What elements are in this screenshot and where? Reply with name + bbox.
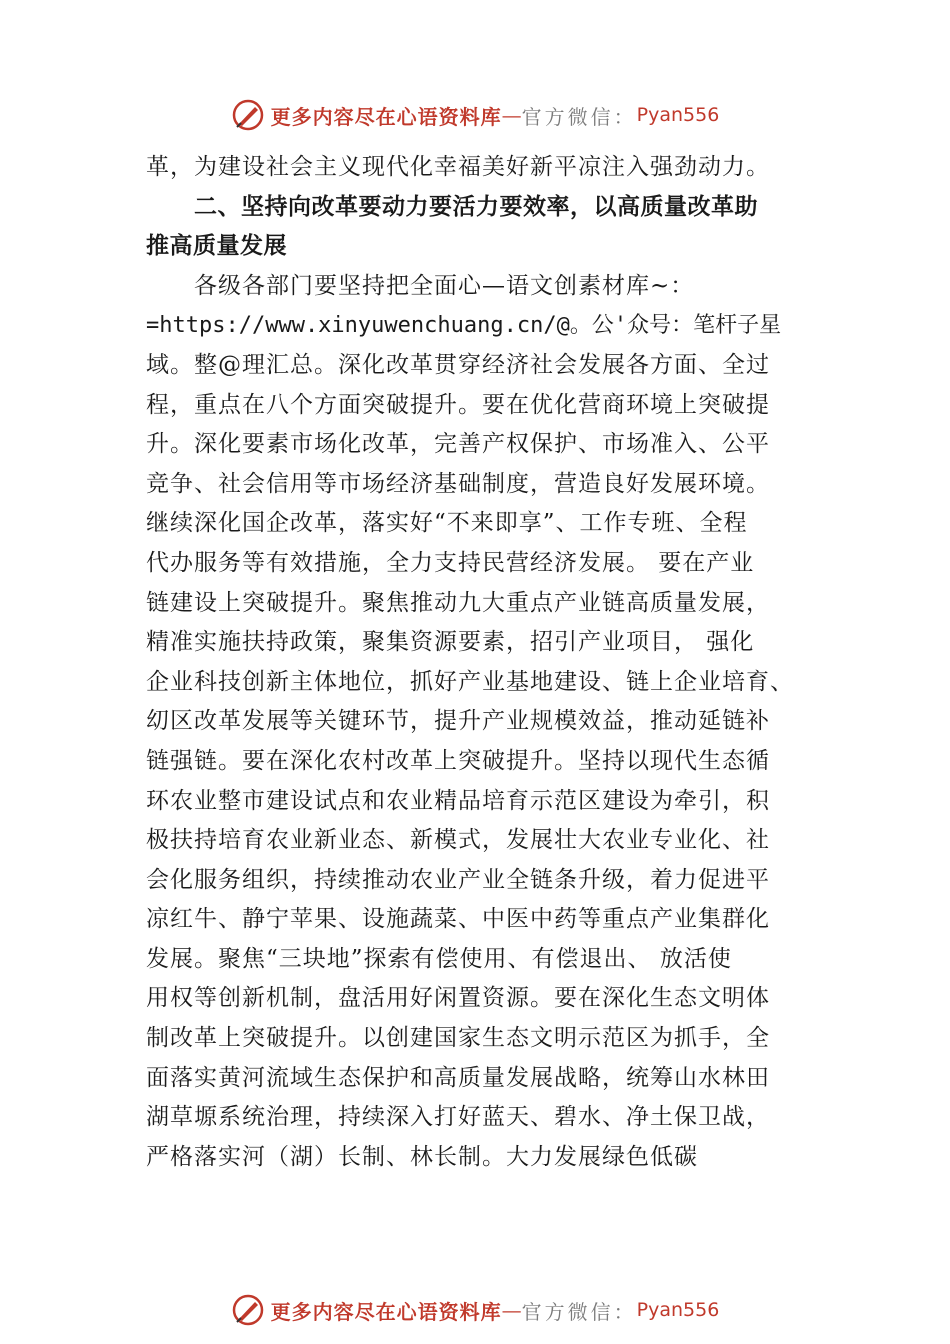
text-line: 湖草塬系统治理，持续深入打好蓝天、碧水、净土保卫战，	[146, 1104, 770, 1131]
banner-wechat-id: Pyan556	[636, 104, 720, 126]
text-line: 会化服务组织，持续推动农业产业全链条升级，着力促进平	[146, 866, 770, 893]
text-line: 凉红牛、静宁苹果、设施蔬菜、中医中药等重点产业集群化	[146, 906, 770, 933]
text-line: 竞争、社会信用等市场经济基础制度，营造良好发展环境。	[146, 470, 770, 497]
text-line: 企业科技创新主体地位，抓好产业基地建设、链上企业培育、	[146, 668, 794, 695]
text-line: 代办服务等有效措施，全力支持民营经济发展。 要在产业	[146, 549, 755, 576]
text-line: 继续深化国企改革，落实好“不来即享”、工作专班、全程	[146, 510, 748, 537]
text-line: 链建设上突破提升。聚焦推动九大重点产业链高质量发展，	[146, 589, 770, 616]
text-line: 环农业整市建设试点和农业精品培育示范区建设为牵引，积	[146, 787, 770, 814]
section-heading-line: 二、坚持向改革要动力要活力要效率，以高质量改革助	[194, 193, 758, 220]
text-line: 面落实黄河流域生态保护和高质量发展战略，统筹山水林田	[146, 1064, 770, 1091]
text-line: 程，重点在八个方面突破提升。要在优化营商环境上突破提	[146, 391, 770, 418]
text-line: 域。整@理汇总。深化改革贯穿经济社会发展各方面、全过	[146, 351, 770, 378]
text-line: 用权等创新机制，盘活用好闲置资源。要在深化生态文明体	[146, 985, 770, 1012]
banner-subtitle: 官方微信：	[521, 1299, 637, 1324]
banner-subtitle: 官方微信：	[521, 104, 637, 129]
banner-dash: —	[501, 1298, 522, 1322]
url-line: =https://www.xinyuwenchuang.cn/@。公'众号：笔杆子星	[146, 313, 782, 339]
banner-wechat-id: Pyan556	[636, 1299, 720, 1321]
footer-banner	[0, 1290, 950, 1330]
banner-title: 更多内容尽在心语资料库	[270, 104, 502, 129]
banner-dash: —	[501, 103, 522, 127]
text-line: 发展。聚焦“三块地”探索有偿使用、有偿退出、 放活使	[146, 945, 732, 972]
text-line: 极扶持培育农业新业态、新模式，发展壮大农业专业化、社	[146, 827, 770, 854]
text-line: 革，为建设社会主义现代化幸福美好新平凉注入强劲动力。	[146, 154, 770, 180]
text-line: 严格落实河（湖）长制、林长制。大力发展绿色低碳	[146, 1143, 698, 1170]
header-banner	[0, 95, 950, 135]
text-line: 升。深化要素市场化改革，完善产权保护、市场准入、公平	[146, 431, 770, 458]
quill-logo-icon	[231, 1293, 265, 1327]
text-line: 制改革上突破提升。以创建国家生态文明示范区为抓手，全	[146, 1025, 770, 1052]
text-line: 㓜区改革发展等关键环节，提升产业规模效益，推动延链补	[146, 708, 770, 735]
quill-logo-icon	[231, 98, 265, 132]
text-line: 各级各部门要坚持把全面心—语文创素材库~：	[194, 272, 695, 299]
document-body	[146, 148, 816, 1177]
section-heading-line: 推高质量发展	[146, 233, 287, 260]
text-line: 链强链。要在深化农村改革上突破提升。坚持以现代生态循	[146, 747, 770, 774]
text-line: 精准实施扶持政策，聚集资源要素，招引产业项目， 强化	[146, 629, 755, 656]
banner-title: 更多内容尽在心语资料库	[270, 1299, 502, 1324]
